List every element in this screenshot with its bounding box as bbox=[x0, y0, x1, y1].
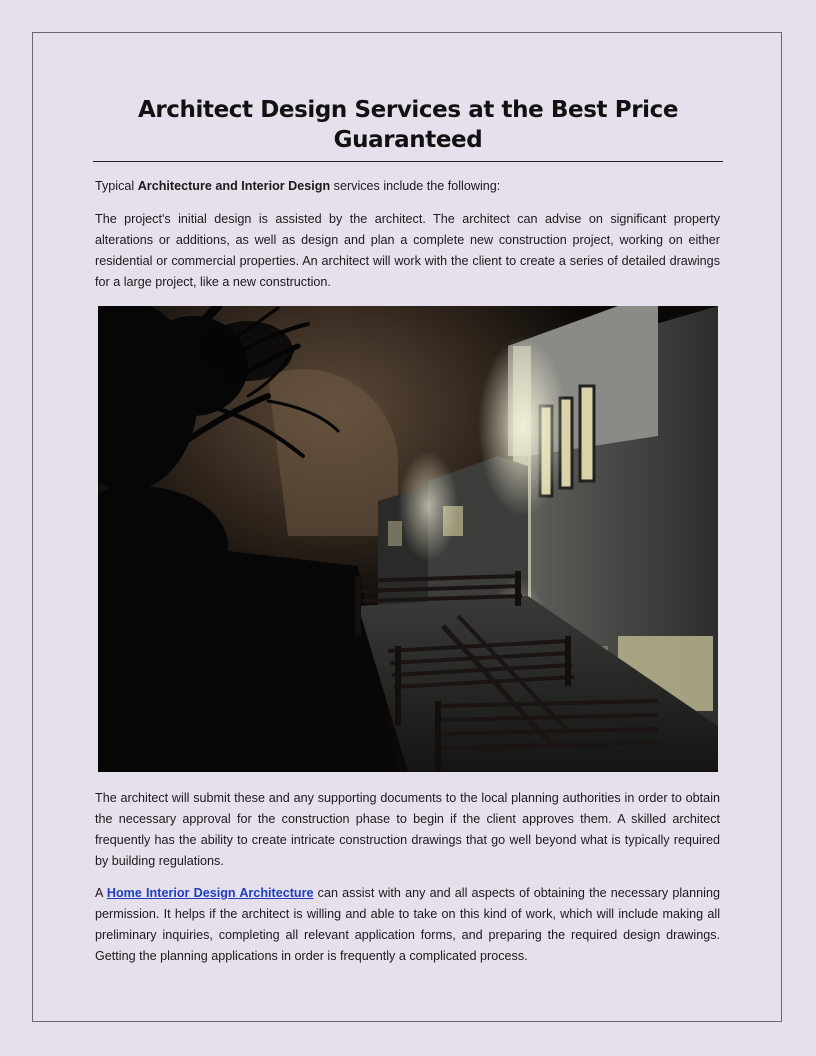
page-title: Architect Design Services at the Best Price Guaranteed bbox=[93, 95, 723, 162]
architecture-night-photo bbox=[98, 306, 718, 772]
paragraph-initial-design: The project's initial design is assisted by the architect. The architect can advise on significant property alterations or additions, as well as design and plan a complete new construction project, working on either residential or commercial properties. An architect will work with the client to create a series of detailed drawings for a large project, like a new construction. bbox=[95, 212, 720, 289]
paragraph-planning-permission bbox=[95, 883, 720, 967]
document-body bbox=[95, 95, 720, 967]
intro-text-start: Typical bbox=[95, 179, 138, 193]
paragraph3-text-start: A bbox=[95, 886, 107, 900]
home-interior-design-link[interactable]: Home Interior Design Architecture bbox=[106, 886, 314, 900]
intro-paragraph bbox=[95, 176, 720, 197]
window-3 bbox=[580, 386, 594, 481]
lamp-glow-mid bbox=[398, 451, 458, 561]
paragraph3-text-end: can assist with any and all aspects of obtaining the necessary planning permission. It helps if the architect is willing and able to take on this kind of work, which will include making all preliminary inquiries, completing all relevant application forms, and preparing the required design drawings. Getting the planning applications in order is frequently a complicated process. bbox=[95, 886, 720, 963]
intro-text-end: services include the following: bbox=[330, 179, 501, 193]
intro-bold-text: Architecture and Interior Design bbox=[137, 179, 331, 193]
paragraph-planning-approval: The architect will submit these and any supporting documents to the local planning authorities in order to obtain the necessary approval for the construction phase to begin if the client approves them. A skilled architect frequently has the ability to create intricate construction drawings that go well beyond what is typically required by building regulations. bbox=[95, 791, 720, 868]
lamp-glow-upper bbox=[478, 336, 568, 516]
